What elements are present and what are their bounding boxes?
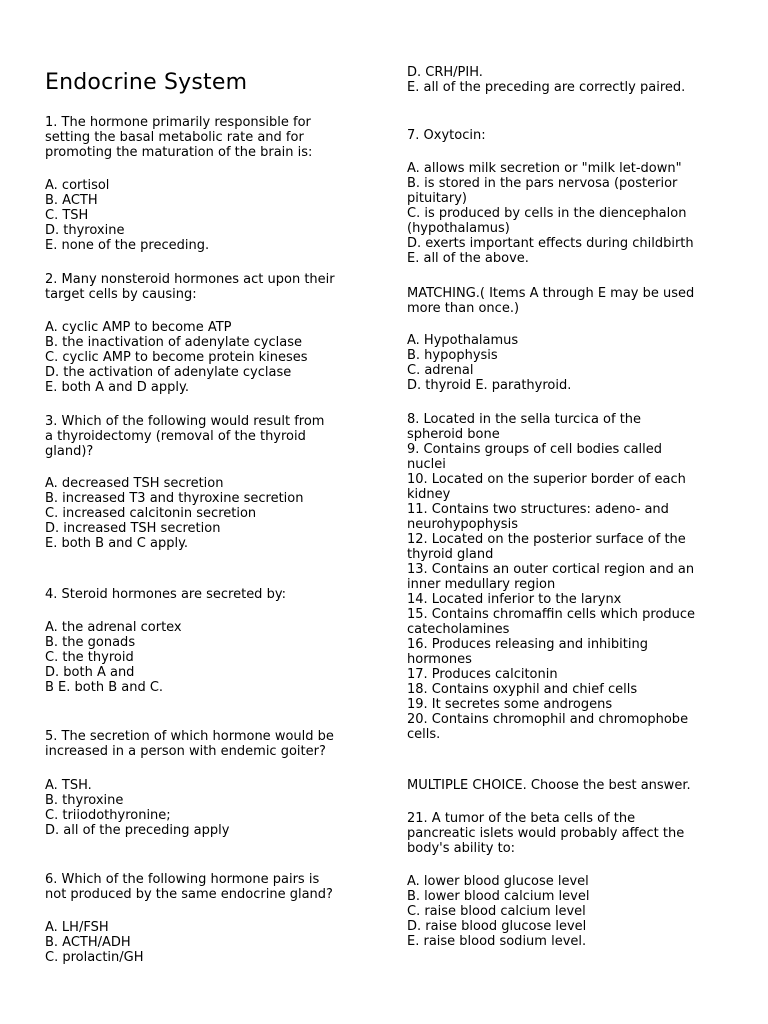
answer-option: D. CRH/PIH. — [407, 65, 483, 80]
answer-option: C. triiodothyronine; — [45, 808, 171, 823]
question-text: 21. A tumor of the beta cells of the — [407, 811, 636, 826]
question-text: a thyroidectomy (removal of the thyroid — [45, 429, 306, 444]
answer-option: B. hypophysis — [407, 348, 498, 363]
section-heading: MATCHING.( Items A through E may be used — [407, 286, 695, 301]
answer-option: C. is produced by cells in the diencephalon — [407, 206, 687, 221]
question-6-continued — [407, 65, 737, 95]
answer-option: A. the adrenal cortex — [45, 620, 182, 635]
question-7-options — [407, 161, 737, 266]
matching-item: 14. Located inferior to the larynx — [407, 592, 622, 607]
answer-option: D. increased TSH secretion — [45, 521, 221, 536]
question-text: increased in a person with endemic goiter? — [45, 744, 326, 759]
answer-option: D. both A and — [45, 665, 135, 680]
matching-item: neurohypophysis — [407, 517, 518, 532]
answer-option: D. the activation of adenylate cyclase — [45, 365, 292, 380]
matching-item: 13. Contains an outer cortical region and an — [407, 562, 695, 577]
answer-option: A. Hypothalamus — [407, 333, 519, 348]
answer-option: C. prolactin/GH — [45, 950, 144, 965]
question-text: target cells by causing: — [45, 287, 197, 302]
answer-option: C. raise blood calcium level — [407, 904, 586, 919]
answer-option: C. cyclic AMP to become protein kineses — [45, 350, 308, 365]
question-5-options — [45, 778, 375, 838]
matching-item: 8. Located in the sella turcica of the — [407, 412, 642, 427]
matching-item: 16. Produces releasing and inhibiting — [407, 637, 648, 652]
answer-option: D. all of the preceding apply — [45, 823, 230, 838]
question-text: 6. Which of the following hormone pairs is — [45, 872, 320, 887]
question-21 — [407, 811, 737, 856]
matching-item: 15. Contains chromaffin cells which produce — [407, 607, 696, 622]
question-text: 7. Oxytocin: — [407, 128, 486, 143]
answer-option: B E. both B and C. — [45, 680, 164, 695]
question-text: gland)? — [45, 444, 94, 459]
matching-item: catecholamines — [407, 622, 510, 637]
section-heading: MULTIPLE CHOICE. Choose the best answer. — [407, 778, 691, 793]
question-4-options — [45, 620, 375, 695]
answer-option: E. all of the above. — [407, 251, 529, 266]
matching-heading — [407, 286, 737, 316]
answer-option: B. lower blood calcium level — [407, 889, 590, 904]
matching-items — [407, 412, 737, 742]
question-text: 3. Which of the following would result from — [45, 414, 325, 429]
answer-option: E. none of the preceding. — [45, 238, 210, 253]
matching-options — [407, 333, 737, 393]
answer-option: B. ACTH/ADH — [45, 935, 131, 950]
question-3-options — [45, 476, 375, 551]
answer-option: A. cortisol — [45, 178, 110, 193]
question-1-options — [45, 178, 375, 253]
answer-option: B. thyroxine — [45, 793, 124, 808]
question-text: promoting the maturation of the brain is: — [45, 145, 313, 160]
section-heading: more than once.) — [407, 301, 520, 316]
question-4 — [45, 587, 375, 602]
answer-option: D. exerts important effects during childbirth — [407, 236, 694, 251]
answer-option: A. LH/FSH — [45, 920, 109, 935]
question-21-options — [407, 874, 737, 949]
answer-option: B. the gonads — [45, 635, 136, 650]
question-text: pancreatic islets would probably affect the — [407, 826, 685, 841]
matching-item: cells. — [407, 727, 441, 742]
question-6-options — [45, 920, 375, 965]
answer-option: B. ACTH — [45, 193, 98, 208]
answer-option: A. decreased TSH secretion — [45, 476, 224, 491]
question-text: body's ability to: — [407, 841, 516, 856]
matching-item: kidney — [407, 487, 451, 502]
matching-item: 19. It secretes some androgens — [407, 697, 613, 712]
answer-option: D. thyroid E. parathyroid. — [407, 378, 572, 393]
page-title: Endocrine System — [45, 70, 248, 95]
question-text: not produced by the same endocrine gland? — [45, 887, 333, 902]
answer-option: E. both B and C apply. — [45, 536, 189, 551]
question-5 — [45, 729, 375, 759]
matching-item: 11. Contains two structures: adeno- and — [407, 502, 669, 517]
answer-option: E. all of the preceding are correctly paired. — [407, 80, 686, 95]
matching-item: 10. Located on the superior border of each — [407, 472, 686, 487]
answer-option: C. the thyroid — [45, 650, 134, 665]
answer-option: C. TSH — [45, 208, 89, 223]
question-6 — [45, 872, 375, 902]
question-1 — [45, 115, 375, 160]
matching-item: 12. Located on the posterior surface of the — [407, 532, 686, 547]
answer-option: C. increased calcitonin secretion — [45, 506, 257, 521]
answer-option: D. thyroxine — [45, 223, 125, 238]
answer-option: B. is stored in the pars nervosa (posterior — [407, 176, 678, 191]
answer-option: B. increased T3 and thyroxine secretion — [45, 491, 304, 506]
answer-option: D. raise blood glucose level — [407, 919, 587, 934]
question-text: 5. The secretion of which hormone would be — [45, 729, 334, 744]
matching-item: spheroid bone — [407, 427, 500, 442]
question-2 — [45, 272, 375, 302]
matching-item: inner medullary region — [407, 577, 556, 592]
answer-option: (hypothalamus) — [407, 221, 510, 236]
matching-item: 20. Contains chromophil and chromophobe — [407, 712, 689, 727]
matching-item: thyroid gland — [407, 547, 494, 562]
question-text: 2. Many nonsteroid hormones act upon their — [45, 272, 335, 287]
question-7 — [407, 128, 737, 143]
matching-item: 18. Contains oxyphil and chief cells — [407, 682, 638, 697]
answer-option: A. allows milk secretion or "milk let-down" — [407, 161, 682, 176]
question-3 — [45, 414, 375, 459]
matching-item: hormones — [407, 652, 472, 667]
matching-item: 9. Contains groups of cell bodies called — [407, 442, 663, 457]
matching-item: nuclei — [407, 457, 446, 472]
answer-option: E. both A and D apply. — [45, 380, 189, 395]
answer-option: E. raise blood sodium level. — [407, 934, 587, 949]
question-text: 4. Steroid hormones are secreted by: — [45, 587, 286, 602]
question-text: 1. The hormone primarily responsible for — [45, 115, 311, 130]
answer-option: B. the inactivation of adenylate cyclase — [45, 335, 302, 350]
question-2-options — [45, 320, 375, 395]
answer-option: pituitary) — [407, 191, 467, 206]
multiple-choice-heading — [407, 778, 737, 793]
matching-item: 17. Produces calcitonin — [407, 667, 558, 682]
answer-option: C. adrenal — [407, 363, 474, 378]
answer-option: A. TSH. — [45, 778, 92, 793]
answer-option: A. cyclic AMP to become ATP — [45, 320, 232, 335]
answer-option: A. lower blood glucose level — [407, 874, 589, 889]
question-text: setting the basal metabolic rate and for — [45, 130, 304, 145]
